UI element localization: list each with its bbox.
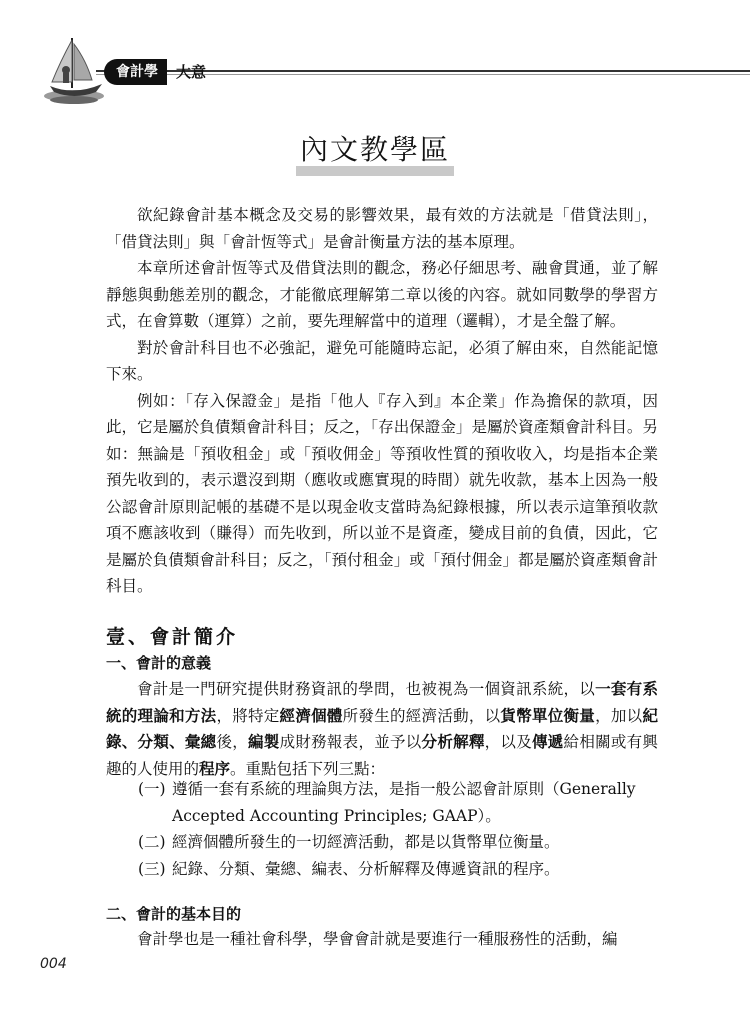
page-title-wrap [0,122,750,170]
text-run: 。重點包括下列三點： [230,759,386,778]
intro-paragraph: 例如：「存入保證金」是指「他人『存入到』本企業」作為擔保的款項，因此，它是屬於負債類會計科目；反之，「存出保證金」是屬於資產類會計科目。另如：無論是「預收租金」或「預收佣金」等預收性質的預收收入，均是指本企業預先收到的，表示還沒到期（應收或應實現的時間）就先收款，基本上因為一般公認會計原則記帳的基礎不是以現金收支當時為紀錄根據，所以表示這筆預收款項不應該收到（賺得）而先收到，所以並不是資產，變成目前的負債，因此，它是屬於負債類會計科目；反之，「預付租金」或「預付佣金」都是屬於資產類會計科目。 [106,391,658,595]
bold-run: 程序 [199,758,231,778]
text-run: 會計是一門研究提供財務資訊的學問，也被視為一個資訊系統，以 [137,680,596,698]
subsection-heading: 二、會計的基本目的 [106,905,242,923]
list-item-text: 紀錄、分類、彙總、編表、分析解釋及傳遞資訊的程序。 [172,859,560,878]
text-run: 所發生的經濟活動，以 [342,706,501,725]
section2-paragraph: 會計學也是一種社會科學，學會會計就是要進行一種服務性的活動，編 [137,930,618,948]
text-run: ，將特定 [216,706,280,725]
text-run: 後， [216,733,248,751]
text-run: ，加以 [595,706,643,725]
intro-paragraph: 對於會計科目也不必強記，避免可能隨時忘記，必須了解由來，自然能記憶下來。 [106,338,658,383]
bold-run: 分析解釋 [421,732,485,751]
intro-paragraph: 欲紀錄會計基本概念及交易的影響效果，最有效的方法就是「借貸法則」，「借貸法則」與「會計恆等式」是會計衡量方法的基本原理。 [106,206,658,251]
page-title: 內文教學區 [296,122,454,170]
page-number: 004 [40,956,67,972]
bold-run: 編製 [248,732,280,751]
section1-paragraph [106,676,658,782]
bold-run: 貨幣單位衡量 [500,705,596,725]
list-item-number: (三) [138,859,166,878]
list-item-text: 經濟個體所發生的一切經濟活動，都是以貨幣單位衡量。 [172,833,560,851]
bold-run: 一套有系統的理論和方法 [106,679,658,725]
subsection-heading: 一、會計的意義 [106,654,212,672]
list-item [138,829,660,856]
list-item-number: (一) [138,780,166,798]
list-item-number: (二) [138,833,166,851]
intro-text [106,202,658,600]
bold-run: 紀錄、分類、彙總 [106,705,658,751]
section2-text [106,926,658,953]
header-title: 大意 [176,63,207,81]
list-item-text: 遵循一套有系統的理論與方法，是指一般公認會計原則（Generally Accepted Accounting Principles; GAAP）。 [172,780,636,825]
bold-run: 經濟個體 [279,705,343,725]
list-item [138,856,660,883]
key-points-list [138,776,660,882]
text-run: ，以及 [484,733,532,751]
list-item [138,776,660,829]
section-heading: 壹、會計簡介 [106,626,239,648]
page-header [0,0,750,110]
text-run: 給相關或有興趣的人使用的 [106,733,658,778]
section1-text [106,676,658,782]
book-title-badge: 會計學 [104,59,167,85]
text-run: 成財務報表，並予以 [279,733,422,751]
bold-run: 傳遞 [531,732,564,751]
intro-paragraph: 本章所述會計恆等式及借貸法則的觀念，務必仔細思考、融會貫通，並了解靜態與動態差別的觀念，才能徹底理解第二章以後的內容。就如同數學的學習方式，在會算數（運算）之前，要先理解當中的道理（邏輯），才是全盤了解。 [106,259,658,330]
